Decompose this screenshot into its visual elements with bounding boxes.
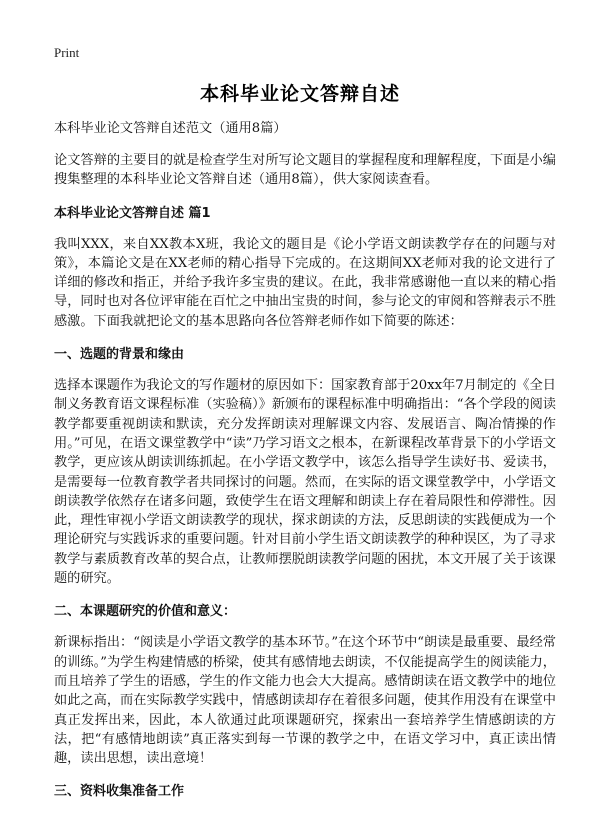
intro-paragraph: 论文答辩的主要目的就是检查学生对所写论文题目的掌握程度和理解程度，下面是小编搜集整理的本科毕业论文答辩自述（通用8篇），供大家阅读查看。 [54, 153, 556, 188]
section1-paragraph: 选择本课题作为我论文的写作题材的原因如下：国家教育部于20xx年7月制定的《全日制义务教育语文课程标准（实验稿）》新颁布的课程标准中明确指出：“各个学段的阅读教学都要重视朗读和默读，充分发挥朗读对理解课文内容、发展语言、陶冶情操的作用。”可见，在语文课堂教学中“读”乃学习语文之根本，在新课程改革背景下的小学语文教学，更应该从朗读训练抓起。在小学语文教学中，该怎么指导学生读好书、爱读书，是需要每一位教育教学者共同探讨的问题。然而，在实际的语文课堂教学中，小学语文朗读教学依然存在诸多问题，致使学生在语文理解和朗读上存在着局限性和停滞性。因此，理性审视小学语文朗读教学的现状，探求朗读的方法，反思朗读的实践便成为一个理论研究与实践诉求的重要问题。针对目前小学生语文朗读教学的种种误区，为了寻求教学与素质教育改革的契合点，让教师摆脱朗读教学问题的困扰，本文开展了关于该课题的研究。 [54, 378, 556, 587]
document-title: 本科毕业论文答辩自述 [199, 83, 400, 105]
section1-heading: 一、选题的背景和缘由 [54, 347, 185, 363]
part1-paragraph: 我叫XXX，来自XX教本X班，我论文的题目是《论小学语文朗读教学存在的问题与对策》，本篇论文是在XX老师的精心指导下完成的。在这期间XX老师对我的论文进行了详细的修改和指正，并给予我许多宝贵的建议。在此，我非常感谢他一直以来的精心指导，同时也对各位评审能在百忙之中抽出宝贵的时间，参与论文的审阅和答辩表示不胜感激。下面我就把论文的基本思路向各位答辩老师作如下简要的陈述： [54, 236, 556, 329]
section3-heading: 三、资料收集准备工作 [54, 784, 185, 800]
section2-paragraph: 新课标指出：“阅读是小学语文教学的基本环节。”在这个环节中“朗读是最重要、最经常的训练。”为学生构建情感的桥梁，使其有感情地去朗读，不仅能提高学生的阅读能力，而且培养了学生的语感，学生的作文能力也会大大提高。感情朗读在语文教学中的地位如此之高，而在实际教学实践中，情感朗读却存在着很多问题，使其作用没有在课堂中真正发挥出来，因此，本人欲通过此项课题研究，探索出一套培养学生情感朗读的方法，把“有感情地朗读”真正落实到每一节课的教学之中，在语文学习中，真正读出情趣，读出思想，读出意境！ [54, 635, 556, 767]
document-subtitle: 本科毕业论文答辩自述范文（通用8篇） [54, 121, 287, 136]
print-label[interactable]: Print [54, 45, 80, 60]
part1-heading: 本科毕业论文答辩自述 篇1 [54, 205, 211, 221]
document-content [54, 120, 556, 813]
section2-heading: 二、本课题研究的价值和意义： [54, 604, 237, 620]
